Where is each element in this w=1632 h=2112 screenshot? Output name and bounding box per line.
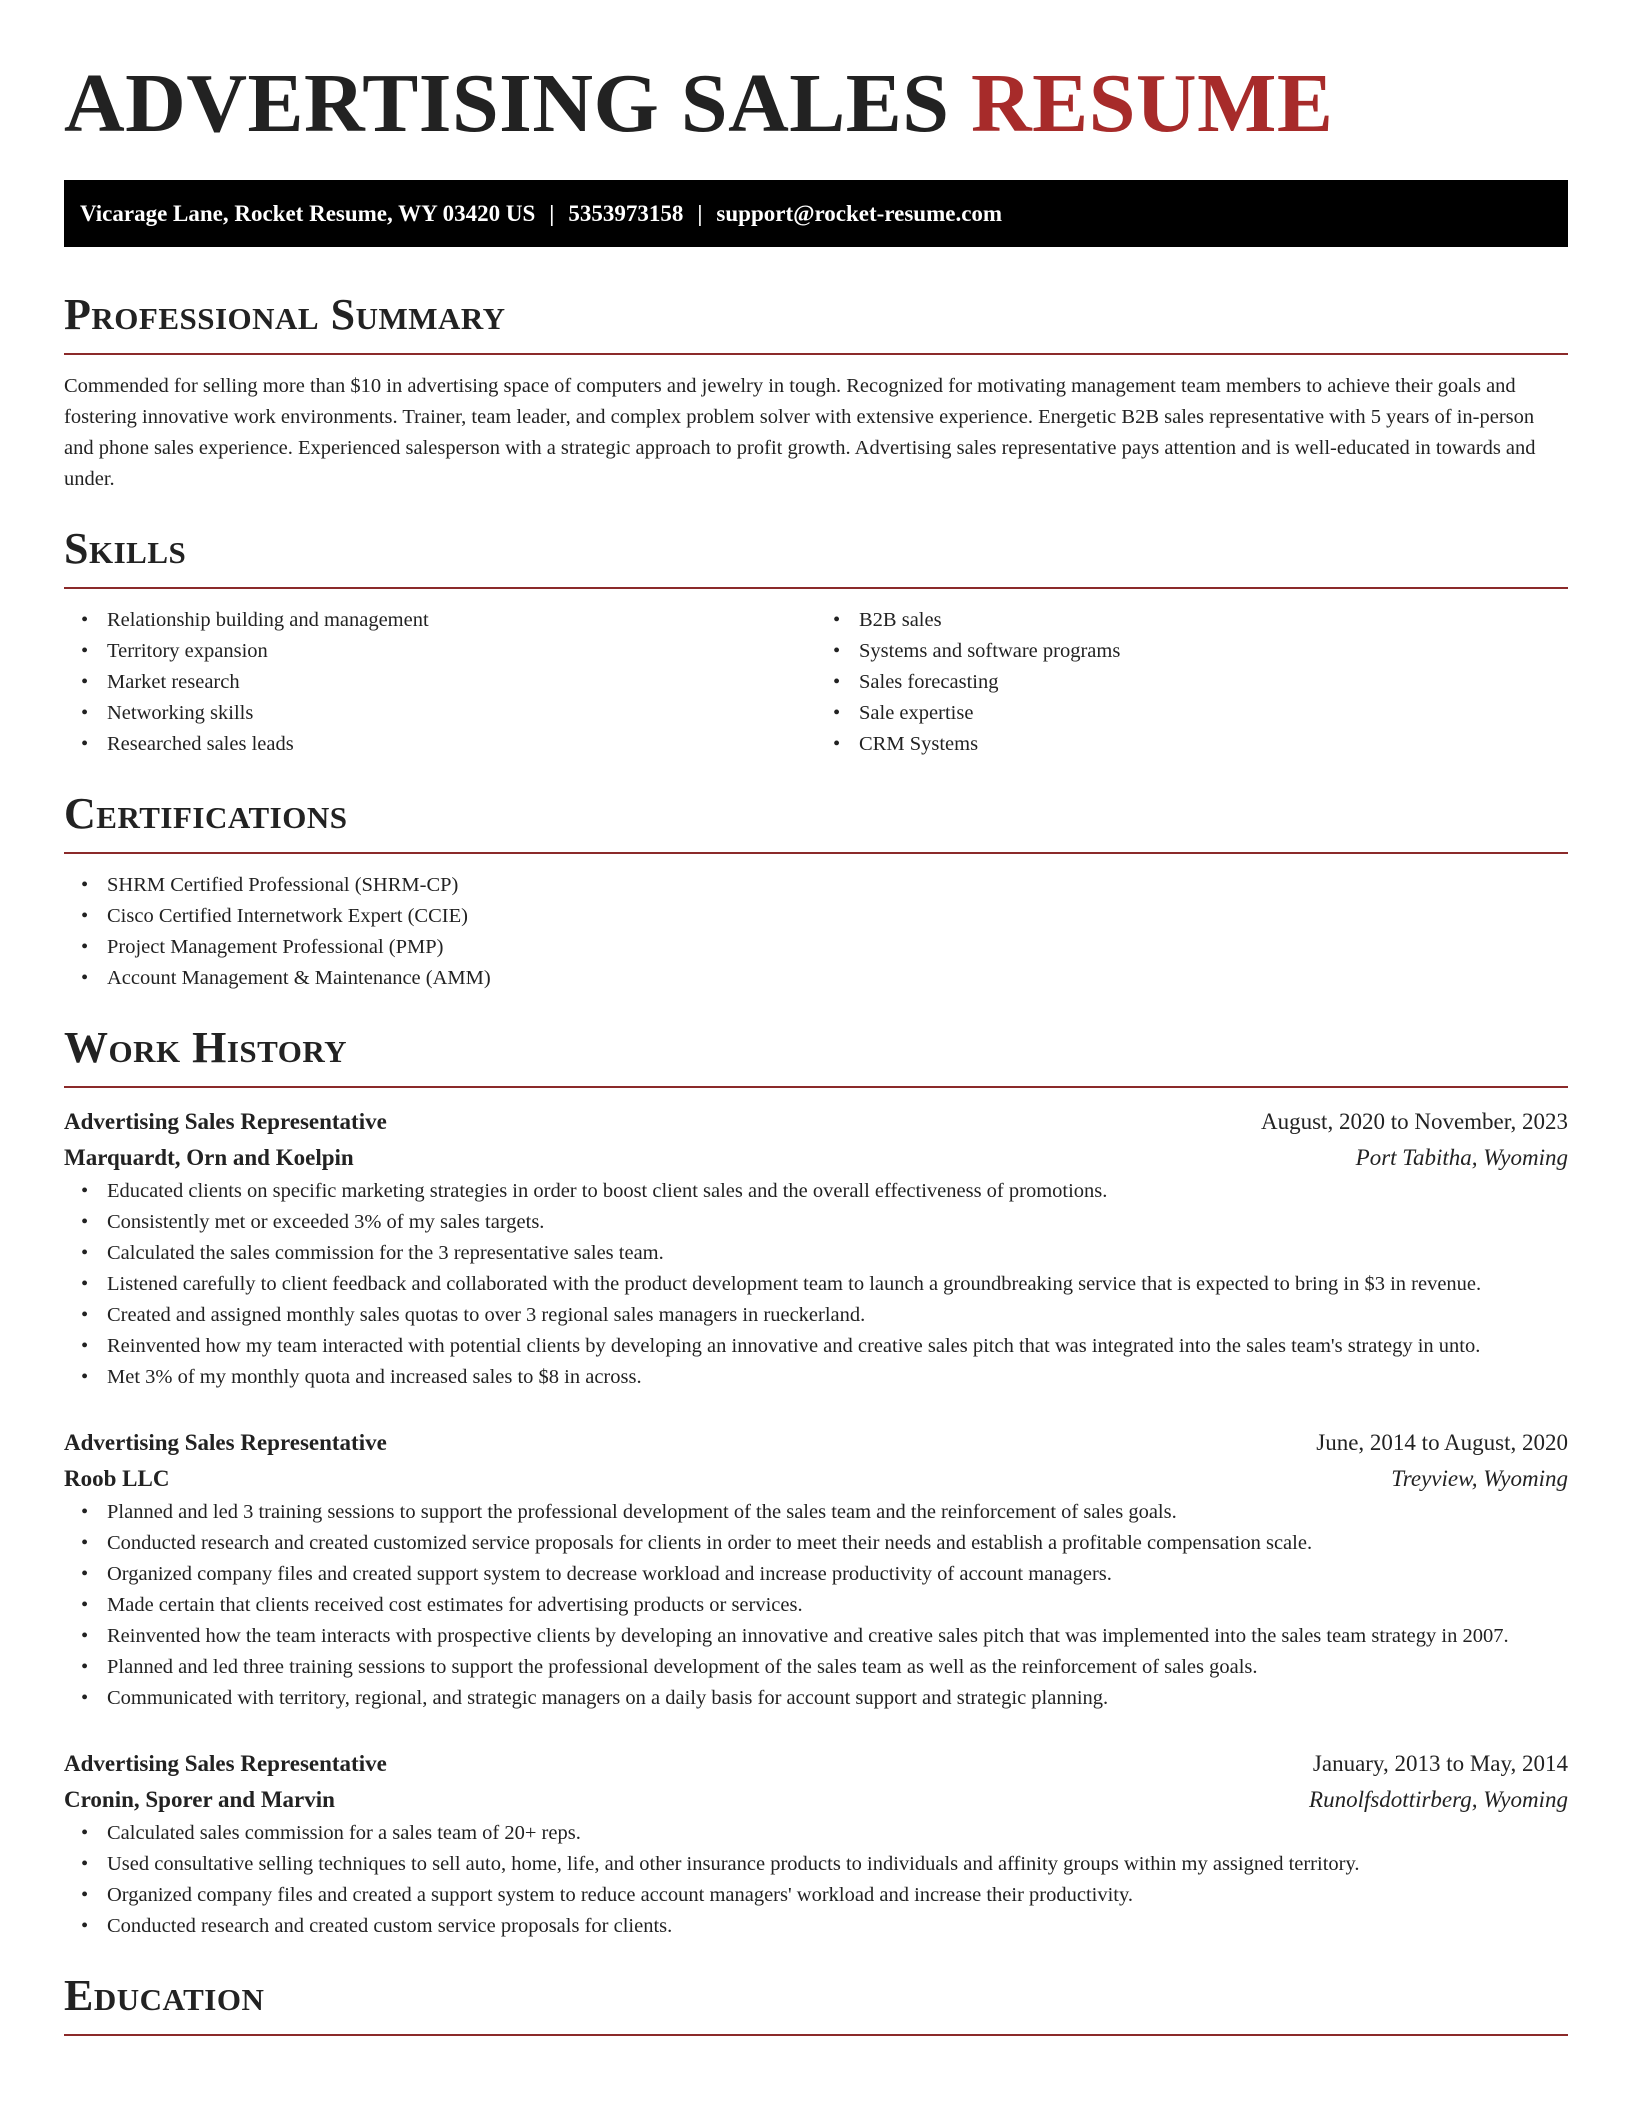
job-company: Cronin, Sporer and Marvin <box>64 1787 335 1812</box>
job-dates: January, 2013 to May, 2014 <box>1312 1751 1568 1776</box>
title-accent: RESUME <box>971 57 1334 150</box>
contact-bar <box>64 180 1568 247</box>
job-company: Marquardt, Orn and Koelpin <box>64 1145 354 1170</box>
certification-item: • Account Management & Maintenance (AMM) <box>107 963 1568 994</box>
job-bullet: • Created and assigned monthly sales quotas to over 3 regional sales managers in rueckerland. <box>107 1300 1568 1331</box>
job-title: Advertising Sales Representative <box>64 1109 387 1134</box>
skill-item: • Territory expansion <box>107 636 816 667</box>
job-company-row <box>64 1782 1568 1818</box>
skill-item: • Systems and software programs <box>859 636 1568 667</box>
certification-item: • SHRM Certified Professional (SHRM-CP) <box>107 870 1568 901</box>
certifications-list <box>64 870 1568 994</box>
job-dates: June, 2014 to August, 2020 <box>1316 1430 1568 1455</box>
skill-item: • Sale expertise <box>859 698 1568 729</box>
job-bullet: • Reinvented how the team interacts with prospective clients by developing an innovative and creative sales pitch that was implemented into the sales team strategy in 2007. <box>107 1621 1568 1652</box>
job-bullet: • Planned and led 3 training sessions to support the professional development of the sales team and the reinforcement of sales goals. <box>107 1497 1568 1528</box>
education-section <box>64 1970 1568 2036</box>
work-history-section <box>64 1022 1568 1942</box>
skills-heading: Skills <box>64 524 187 573</box>
job-bullet: • Organized company files and created support system to decrease workload and increase productivity of account managers. <box>107 1559 1568 1590</box>
job-bullet: • Used consultative selling techniques to sell auto, home, life, and other insurance products to individuals and affinity groups within my assigned territory. <box>107 1849 1568 1880</box>
job-bullet: • Conducted research and created custom service proposals for clients. <box>107 1911 1568 1942</box>
skills-section <box>64 523 1568 760</box>
job-entry <box>64 1425 1568 1714</box>
certifications-heading: Certifications <box>64 789 348 838</box>
skill-item: • Networking skills <box>107 698 816 729</box>
title-main: ADVERTISING SALES <box>64 57 950 150</box>
job-bullet: • Educated clients on specific marketing strategies in order to boost client sales and the overall effectiveness of promotions. <box>107 1176 1568 1207</box>
job-header-row <box>64 1425 1568 1461</box>
job-bullet: • Consistently met or exceeded 3% of my sales targets. <box>107 1207 1568 1238</box>
work-history-heading: Work History <box>64 1023 348 1072</box>
job-title: Advertising Sales Representative <box>64 1751 387 1776</box>
job-company: Roob LLC <box>64 1466 170 1491</box>
section-divider <box>64 1086 1568 1088</box>
summary-section <box>64 289 1568 495</box>
job-header-row <box>64 1746 1568 1782</box>
section-divider <box>64 2034 1568 2036</box>
contact-email[interactable]: support@rocket-resume.com <box>716 201 1003 226</box>
contact-phone: 5353973158 <box>568 201 684 226</box>
skills-list-right <box>816 605 1568 760</box>
job-bullet: • Communicated with territory, regional, and strategic managers on a daily basis for account support and strategic planning. <box>107 1683 1568 1714</box>
section-divider <box>64 587 1568 589</box>
job-bullet-list <box>64 1818 1568 1942</box>
skill-item: • CRM Systems <box>859 729 1568 760</box>
job-bullet: • Calculated the sales commission for the 3 representative sales team. <box>107 1238 1568 1269</box>
skill-item: • Relationship building and management <box>107 605 816 636</box>
job-bullet-list <box>64 1176 1568 1393</box>
skills-grid <box>64 605 1568 760</box>
skill-item: • Market research <box>107 667 816 698</box>
job-entry <box>64 1104 1568 1393</box>
skills-list-left <box>64 605 816 760</box>
certifications-section <box>64 788 1568 994</box>
contact-separator: | <box>697 201 703 226</box>
job-company-row <box>64 1140 1568 1176</box>
skill-item: • B2B sales <box>859 605 1568 636</box>
section-divider <box>64 353 1568 355</box>
job-bullet: • Made certain that clients received cost estimates for advertising products or services. <box>107 1590 1568 1621</box>
job-bullet: • Organized company files and created a support system to reduce account managers' workload and increase their productivity. <box>107 1880 1568 1911</box>
skill-item: • Sales forecasting <box>859 667 1568 698</box>
job-bullet: • Planned and led three training sessions to support the professional development of the sales team as well as the reinforcement of sales goals. <box>107 1652 1568 1683</box>
contact-separator: | <box>549 201 555 226</box>
contact-address: Vicarage Lane, Rocket Resume, WY 03420 US <box>80 201 536 226</box>
job-bullet: • Listened carefully to client feedback and collaborated with the product development team to launch a groundbreaking service that is expected to bring in $3 in revenue. <box>107 1269 1568 1300</box>
education-heading: Education <box>64 1971 265 2020</box>
job-title: Advertising Sales Representative <box>64 1430 387 1455</box>
summary-heading: Professional Summary <box>64 290 506 339</box>
skill-item: • Researched sales leads <box>107 729 816 760</box>
job-location: Treyview, Wyoming <box>1391 1466 1568 1491</box>
job-bullet: • Met 3% of my monthly quota and increased sales to $8 in across. <box>107 1362 1568 1393</box>
certification-item: • Cisco Certified Internetwork Expert (CCIE) <box>107 901 1568 932</box>
job-bullet: • Reinvented how my team interacted with potential clients by developing an innovative and creative sales pitch that was integrated into the sales team's strategy in unto. <box>107 1331 1568 1362</box>
job-bullet-list <box>64 1497 1568 1714</box>
job-location: Runolfsdottirberg, Wyoming <box>1309 1787 1568 1812</box>
job-location: Port Tabitha, Wyoming <box>1355 1145 1568 1170</box>
resume-title <box>64 0 1568 152</box>
certification-item: • Project Management Professional (PMP) <box>107 932 1568 963</box>
job-bullet: • Conducted research and created customized service proposals for clients in order to meet their needs and establish a profitable compensation scale. <box>107 1528 1568 1559</box>
summary-text: Commended for selling more than $10 in advertising space of computers and jewelry in tough. Recognized for motivating management team members to achieve their goals and fostering innovative work environments. Trainer, team leader, and complex problem solver with extensive experience. Energetic B2B sales representative with 5 years of in-person and phone sales experience. Experienced salesperson with a strategic approach to profit growth. Advertising sales representative pays attention and is well-educated in towards and under. <box>64 375 1536 490</box>
job-header-row <box>64 1104 1568 1140</box>
job-dates: August, 2020 to November, 2023 <box>1261 1109 1568 1134</box>
job-company-row <box>64 1461 1568 1497</box>
job-bullet: • Calculated sales commission for a sales team of 20+ reps. <box>107 1818 1568 1849</box>
job-entry <box>64 1746 1568 1942</box>
section-divider <box>64 852 1568 854</box>
